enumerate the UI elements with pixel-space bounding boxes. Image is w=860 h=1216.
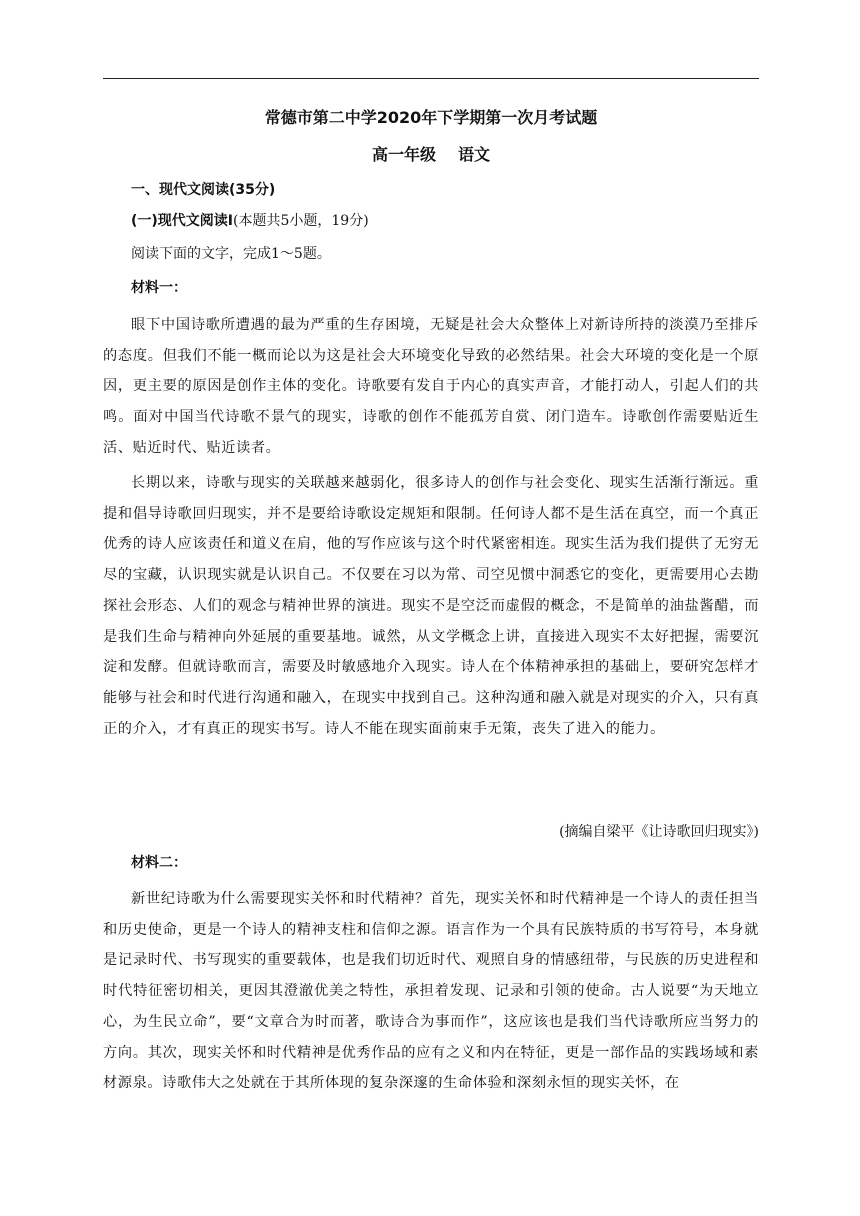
grade-label: 高一年级: [371, 145, 436, 164]
exam-subtitle: [103, 143, 759, 167]
material-1-source: (摘编自梁平《让诗歌回归现实》): [559, 824, 759, 840]
sub-section-title: (一)现代文阅读Ⅰ: [131, 213, 234, 229]
section-heading: 一、现代文阅读(35分): [131, 182, 276, 198]
material-2-label: 材料二：: [131, 855, 187, 871]
header-rule: [103, 78, 759, 79]
subject-label: 语文: [458, 145, 491, 164]
material-1-label: 材料一：: [131, 280, 187, 296]
instruction-text: 阅读下面的文字，完成1～5题。: [131, 246, 331, 262]
sub-section-note: (本题共5小题，19分): [233, 213, 369, 229]
material-1-paragraph-1: 眼下中国诗歌所遭遇的最为严重的生存困境，无疑是社会大众整体上对新诗所持的淡漠乃至排斥的态度。但我们不能一概而论以为这是社会大环境变化导致的必然结果。社会大环境的变化是一个原因，更主要的原因是创作主体的变化。诗歌要有发自于内心的真实声音，才能打动人，引起人们的共鸣。面对中国当代诗歌不景气的现实，诗歌的创作不能孤芳自赏、闭门造车。诗歌创作需要贴近生活、贴近时代、贴近读者。: [103, 317, 759, 456]
sub-section-heading: [103, 211, 369, 231]
material-1-paragraph-2: 长期以来，诗歌与现实的关联越来越弱化，很多诗人的创作与社会变化、现实生活渐行渐远。重提和倡导诗歌回归现实，并不是要给诗歌设定规矩和限制。任何诗人都不是生活在真空，而一个真正优秀的诗人应该责任和道义在肩，他的写作应该与这个时代紧密相连。现实生活为我们提供了无穷无尽的宝藏，认识现实就是认识自己。不仅要在习以为常、司空见惯中洞悉它的变化，更需要用心去勘探社会形态、人们的观念与精神世界的演进。现实不是空泛而虚假的概念，不是简单的油盐酱醋，而是我们生命与精神向外延展的重要基地。诚然，从文学概念上讲，直接进入现实不太好把握，需要沉淀和发酵。但就诗歌而言，需要及时敏感地介入现实。诗人在个体精神承担的基础上，要研究怎样才能够与社会和时代进行沟通和融入，在现实中找到自己。这种沟通和融入就是对现实的介入，只有真正的介入，才有真正的现实书写。诗人不能在现实面前束手无策，丧失了进入的能力。: [103, 475, 759, 737]
material-2-paragraph-1: 新世纪诗歌为什么需要现实关怀和时代精神？首先，现实关怀和时代精神是一个诗人的责任担当和历史使命，更是一个诗人的精神支柱和信仰之源。语言作为一个具有民族特质的书写符号，本身就是记录时代、书写现实的重要载体，也是我们切近时代、观照自身的情感纽带，与民族的历史进程和时代特征密切相关，更因其澄澈优美之特性，承担着发现、记录和引领的使命。古人说要“为天地立心，为生民立命”，要“文章合为时而著，歌诗合为事而作”，这应该也是我们当代诗歌所应当努力的方向。其次，现实关怀和时代精神是优秀作品的应有之义和内在特征，更是一部作品的实践场域和素材源泉。诗歌伟大之处就在于其所体现的复杂深邃的生命体验和深刻永恒的现实关怀，在: [103, 891, 759, 1092]
exam-title: 常德市第二中学2020年下学期第一次月考试题: [264, 108, 598, 127]
